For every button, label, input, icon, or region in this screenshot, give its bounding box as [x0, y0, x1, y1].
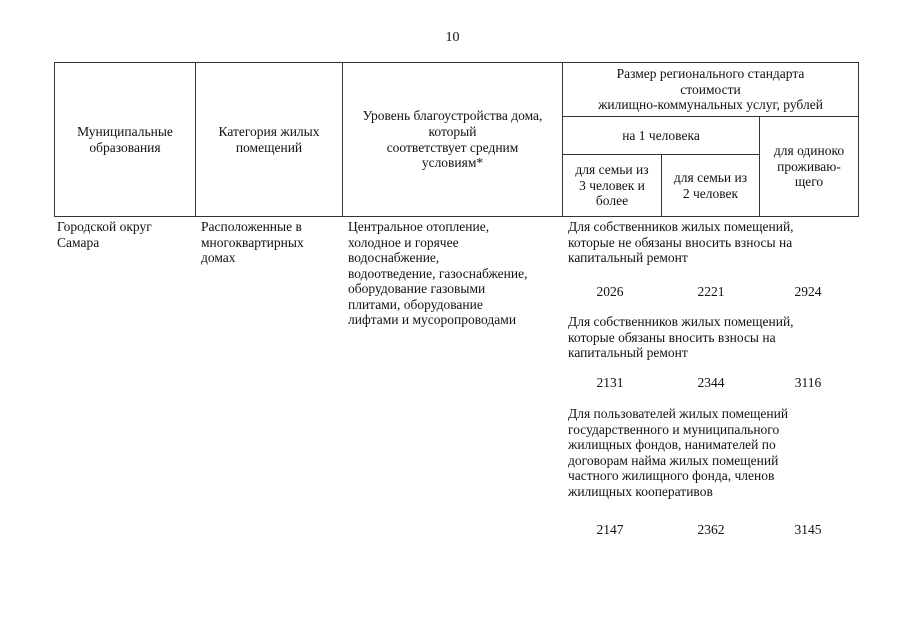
cell-category: Расположенные в многоквартирных домах	[201, 219, 304, 266]
value-family2-group1: 2221	[697, 284, 725, 299]
cell-municipality: Городской округ Самара	[57, 219, 152, 250]
page-number: 10	[445, 30, 460, 45]
header-single: для одиноко проживаю- щего	[760, 117, 859, 217]
group-label-3: Для пользователей жилых помещений государственного и муниципального жилищных фондов, нанимателей по договорам найма жилых помещений частного жилищного фонда, членов жилищных кооперативов	[568, 406, 789, 499]
value-family3-group3: 2147	[596, 522, 624, 537]
value-family2-group3: 2362	[697, 522, 725, 537]
group-label-2: Для собственников жилых помещений, которые обязаны вносить взносы на капитальный ремонт	[568, 314, 794, 361]
header-standard-size: Размер регионального стандарта стоимости жилищно-коммунальных услуг, рублей	[563, 63, 859, 117]
group-label-1: Для собственников жилых помещений, которые не обязаны вносить взносы на капитальный ремонт	[568, 219, 794, 266]
value-single-group1: 2924	[794, 284, 822, 299]
value-family3-group1: 2026	[596, 284, 624, 299]
header-family-3: для семьи из 3 человек и более	[563, 155, 662, 217]
header-per-person: на 1 человека	[563, 117, 760, 155]
value-family3-group2: 2131	[596, 375, 624, 390]
header-family-2: для семьи из 2 человек	[662, 155, 760, 217]
value-family2-group2: 2344	[697, 375, 725, 390]
cell-amenities: Центральное отопление, холодное и горячее водоснабжение, водоотведение, газоснабжение, оборудование газовыми плитами, оборудование лифтами и мусоропроводами	[348, 219, 528, 328]
value-single-group3: 3145	[794, 522, 822, 537]
header-amenities: Уровень благоустройства дома, который соответствует средним условиям*	[343, 63, 563, 217]
header-category: Категория жилых помещений	[196, 63, 343, 217]
value-single-group2: 3116	[794, 375, 822, 390]
table-header	[54, 62, 859, 217]
header-municipality: Муниципальные образования	[55, 63, 196, 217]
